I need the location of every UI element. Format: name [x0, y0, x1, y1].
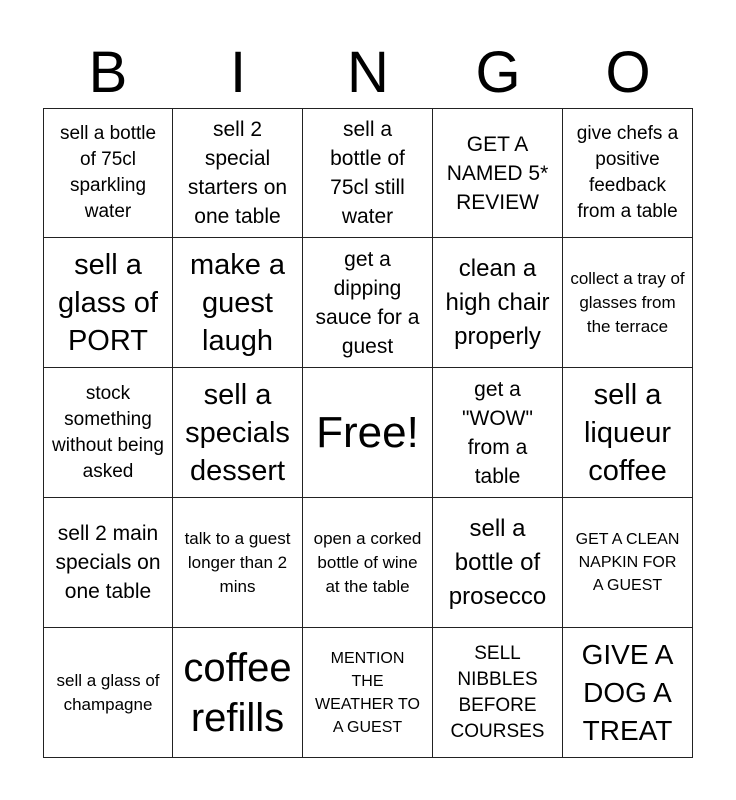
header-letter-i: I — [229, 40, 247, 105]
bingo-cell[interactable] — [303, 628, 433, 758]
cell-text: SELL NIBBLES BEFORE COURSES — [450, 642, 545, 742]
free-space[interactable] — [303, 368, 433, 498]
cell-text: sell a liqueur coffee — [583, 378, 672, 487]
header-letter-b: B — [88, 40, 128, 105]
cell-text: get a dipping sauce for a guest — [315, 247, 420, 358]
cell-text: get a "WOW" from a table — [462, 377, 533, 488]
cell-text: GIVE A DOG A TREAT — [581, 638, 674, 746]
bingo-header — [43, 38, 693, 108]
bingo-cell[interactable] — [303, 238, 433, 368]
cell-text: MENTION THE WEATHER TO A GUEST — [315, 649, 420, 736]
bingo-cell[interactable] — [433, 108, 563, 238]
cell-text: clean a high chair properly — [445, 254, 550, 350]
bingo-card — [43, 108, 693, 758]
header-letter-g: G — [475, 40, 521, 105]
bingo-cell[interactable] — [43, 108, 173, 238]
bingo-cell[interactable] — [303, 498, 433, 628]
cell-text: sell a specials dessert — [185, 378, 290, 487]
free-space-label: Free! — [316, 407, 419, 457]
bingo-cell[interactable] — [43, 368, 173, 498]
cell-text: sell a bottle of 75cl still water — [330, 118, 405, 228]
bingo-cell[interactable] — [563, 368, 693, 498]
cell-text: give chefs a positive feedback from a table — [576, 123, 679, 222]
cell-text: open a corked bottle of wine at the table — [313, 528, 422, 596]
bingo-cell[interactable] — [43, 498, 173, 628]
bingo-cell[interactable] — [43, 238, 173, 368]
cell-text: sell 2 special starters on one table — [187, 118, 288, 228]
cell-text: sell a bottle of prosecco — [448, 514, 547, 610]
bingo-cell[interactable] — [303, 108, 433, 238]
cell-text: sell 2 main specials on one table — [55, 522, 161, 603]
bingo-cell[interactable] — [563, 238, 693, 368]
bingo-cell[interactable] — [173, 628, 303, 758]
cell-text: sell a bottle of 75cl sparkling water — [59, 123, 157, 222]
bingo-cell[interactable] — [43, 628, 173, 758]
cell-text: make a guest laugh — [189, 248, 286, 357]
bingo-cell[interactable] — [433, 238, 563, 368]
bingo-cell[interactable] — [173, 238, 303, 368]
bingo-cell[interactable] — [563, 498, 693, 628]
cell-text: GET A CLEAN NAPKIN FOR A GUEST — [575, 531, 680, 594]
bingo-cell[interactable] — [563, 628, 693, 758]
cell-text: collect a tray of glasses from the terrace — [570, 268, 685, 336]
cell-text: sell a glass of champagne — [56, 670, 160, 714]
header-letter-n: N — [347, 40, 389, 105]
bingo-cell[interactable] — [173, 108, 303, 238]
cell-text: talk to a guest longer than 2 mins — [184, 528, 291, 596]
bingo-cell[interactable] — [433, 498, 563, 628]
bingo-cell[interactable] — [563, 108, 693, 238]
bingo-cell[interactable] — [433, 368, 563, 498]
cell-text: coffee refills — [183, 645, 292, 740]
bingo-cell[interactable] — [173, 498, 303, 628]
cell-text: stock something without being asked — [52, 382, 164, 482]
cell-text: GET A NAMED 5* REVIEW — [446, 132, 549, 214]
bingo-cell[interactable] — [433, 628, 563, 758]
bingo-cell[interactable] — [173, 368, 303, 498]
header-letter-o: O — [605, 40, 651, 105]
cell-text: sell a glass of PORT — [58, 248, 158, 357]
